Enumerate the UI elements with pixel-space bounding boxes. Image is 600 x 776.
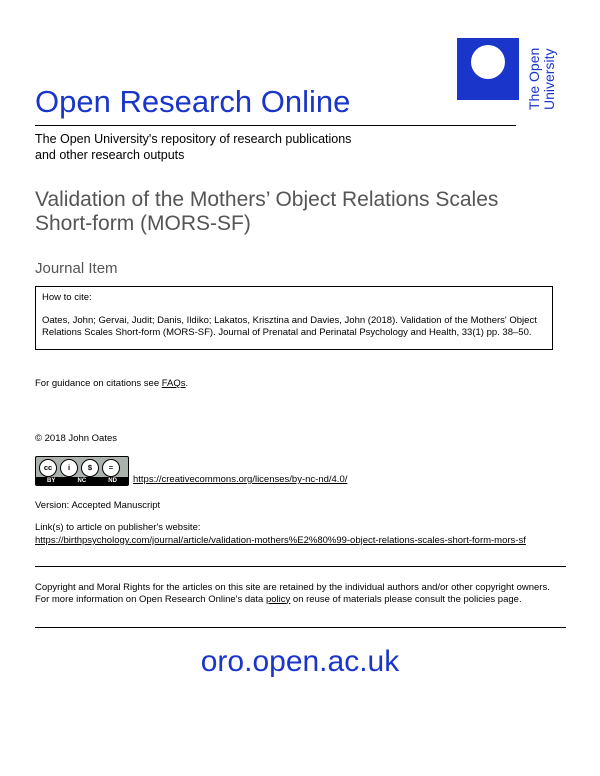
logo-wordmark (527, 10, 557, 110)
attribution-icon: i (60, 459, 78, 477)
rights-text-part1: Copyright and Moral Rights for the articles on this site are retained by the individual authors and/or other copyright owners. For more information on Open Research Online's data (35, 582, 550, 605)
version-text: Version: Accepted Manuscript (35, 500, 161, 511)
logo-wordmark-line2: University (541, 48, 557, 110)
cc-label-by: BY (47, 478, 56, 484)
publisher-link[interactable]: https://birthpsychology.com/journal/article/validation-mothers%E2%80%99-object-relations-scales-short-form-mors-sf (35, 535, 526, 546)
citation-label: How to cite: (42, 292, 92, 303)
citation-guidance (35, 378, 188, 389)
repository-description (35, 131, 415, 163)
noderivatives-icon: = (102, 459, 120, 477)
citation-text: Oates, John; Gervai, Judit; Danis, Ildiko; Lakatos, Krisztina and Davies, John (2018). Validation of the Mothers' Object Relations Scales Short-form (MORS-SF). Journal of Prenatal and Perinatal Psychology and Health, 33(1) pp. 38–50. (42, 315, 537, 338)
noncommercial-icon: $ (81, 459, 99, 477)
cc-icon-row (39, 459, 120, 477)
divider-bottom (35, 627, 566, 628)
guidance-prefix: For guidance on citations see (35, 378, 162, 389)
repository-description-line2: and other research outputs (35, 148, 185, 162)
guidance-suffix: . (185, 378, 189, 389)
footer-site-link[interactable]: oro.open.ac.uk (200, 645, 400, 678)
rights-text-part2: on reuse of materials please consult the policies page. (290, 593, 522, 605)
logo-circle-icon (471, 45, 505, 79)
cc-label-nc: NC (77, 478, 87, 484)
paper-title: Validation of the Mothers’ Object Relations Scales Short-form (MORS-SF) (35, 188, 499, 235)
policy-link[interactable]: policy (265, 593, 291, 605)
divider-middle (35, 566, 566, 567)
header-divider (35, 125, 516, 126)
cc-icon: cc (39, 459, 57, 477)
citation-box (35, 286, 553, 350)
faqs-link[interactable]: FAQs (161, 378, 186, 389)
logo-wordmark-line1: The Open (526, 47, 542, 110)
item-type: Journal Item (35, 260, 118, 277)
cc-license-badge[interactable] (35, 456, 129, 486)
rights-statement (35, 582, 560, 605)
publisher-link-label: Link(s) to article on publisher's website: (35, 522, 201, 533)
repository-description-line1: The Open University's repository of research publications (35, 132, 352, 146)
license-link[interactable]: https://creativecommons.org/licenses/by-nc-nd/4.0/ (133, 474, 348, 485)
cc-label-strip (36, 477, 128, 485)
copyright-notice: © 2018 John Oates (35, 433, 117, 444)
open-university-logo[interactable] (457, 38, 519, 100)
cc-label-nd: ND (108, 478, 117, 484)
site-title: Open Research Online (35, 84, 351, 119)
